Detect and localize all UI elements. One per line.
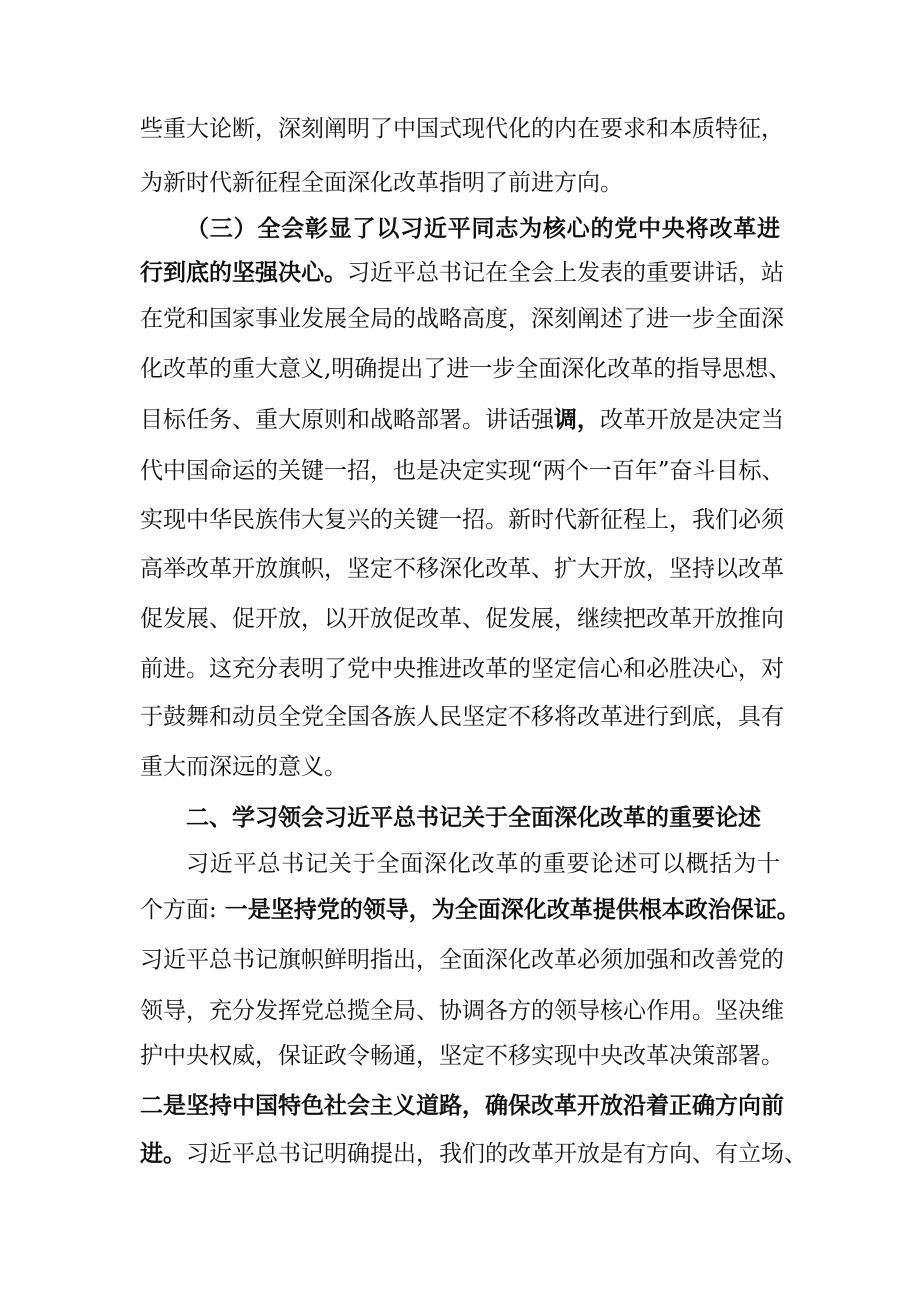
text-line-16 [186, 849, 780, 879]
text-segment-bold: 二、学习领会习近平总书记关于全面深化改革的重要论述 [186, 805, 761, 831]
text-segment: 习近平总书记关于全面深化改革的重要论述可以概括为十 [186, 851, 780, 877]
text-line-4 [140, 258, 784, 288]
text-line-21 [140, 1091, 784, 1121]
text-line-9 [140, 505, 784, 535]
text-segment-bold: 一是坚持党的领导，为全面深化改革提供根本政治保证。 [216, 897, 800, 923]
section-heading-3 [186, 214, 780, 244]
text-line-19 [140, 996, 784, 1026]
text-line-1 [140, 114, 784, 144]
text-segment: 促发展、促开放，以开放促改革、促发展，继续把改革开放推向 [140, 606, 784, 632]
text-line-10 [140, 554, 784, 584]
text-line-14 [140, 752, 780, 782]
text-segment: 个方面: [140, 897, 217, 923]
text-line-6 [140, 354, 792, 384]
text-segment: 于鼓舞和动员全党全国各族人民坚定不移将改革进行到底，具有 [140, 704, 784, 730]
text-segment: 为新时代新征程全面深化改革指明了前进方向。 [140, 170, 623, 196]
text-segment-bold: （三）全会彰显了以习近平同志为核心的党中央将改革进 [186, 216, 780, 242]
text-segment: 重大而深远的意义。 [140, 754, 347, 780]
text-line-2 [140, 168, 780, 198]
text-line-5 [140, 304, 784, 334]
text-segment-bold: 二是坚持中国特色社会主义道路，确保改革开放沿着正确方向前 [140, 1093, 784, 1119]
text-segment: 高举改革开放旗帜，坚定不移深化改革、扩大开放，坚持以改革 [140, 556, 784, 582]
text-segment: 习近平总书记明确提出，我们的改革开放是有方向、有立场、 [186, 1141, 807, 1167]
text-line-22 [140, 1139, 807, 1169]
text-segment: 前进。这充分表明了党中央推进改革的坚定信心和必胜决心，对 [140, 656, 784, 682]
text-segment: 目标任务、重大原则和战略部署。讲话强 [140, 407, 554, 433]
text-segment-bold: 调， [554, 407, 600, 433]
text-segment-bold: 行到底的坚强决心。 [140, 260, 347, 286]
text-segment: 在党和国家事业发展全局的战略高度，深刻阐述了进一步全面深 [140, 306, 784, 332]
text-line-20 [140, 1041, 784, 1071]
text-line-18 [140, 945, 784, 975]
text-segment: 代中国命运的关键一招，也是决定实现“两个一百年”奋斗目标、 [140, 458, 785, 484]
text-line-11 [140, 604, 784, 634]
text-segment: 化改革的重大意义,明确提出了进一步全面深化改革的指导思想、 [140, 356, 792, 382]
text-line-12 [140, 654, 784, 684]
text-segment: 领导，充分发挥党总揽全局、协调各方的领导核心作用。坚决维 [140, 998, 784, 1024]
text-line-8 [140, 456, 785, 486]
text-segment: 护中央权威，保证政令畅通，坚定不移实现中央改革决策部署。 [140, 1043, 784, 1069]
text-line-7 [140, 405, 784, 435]
section-heading-2 [186, 803, 780, 833]
text-segment: 改革开放是决定当 [600, 407, 784, 433]
text-segment-bold: 进。 [140, 1141, 186, 1167]
text-segment: 些重大论断，深刻阐明了中国式现代化的内在要求和本质特征， [140, 116, 784, 142]
text-segment: 习近平总书记旗帜鲜明指出，全面深化改革必须加强和改善党的 [140, 947, 784, 973]
text-segment: 习近平总书记在全会上发表的重要讲话，站 [347, 260, 784, 286]
text-segment: 实现中华民族伟大复兴的关键一招。新时代新征程上，我们必须 [140, 507, 784, 533]
text-line-17 [140, 895, 800, 925]
text-line-13 [140, 702, 784, 732]
